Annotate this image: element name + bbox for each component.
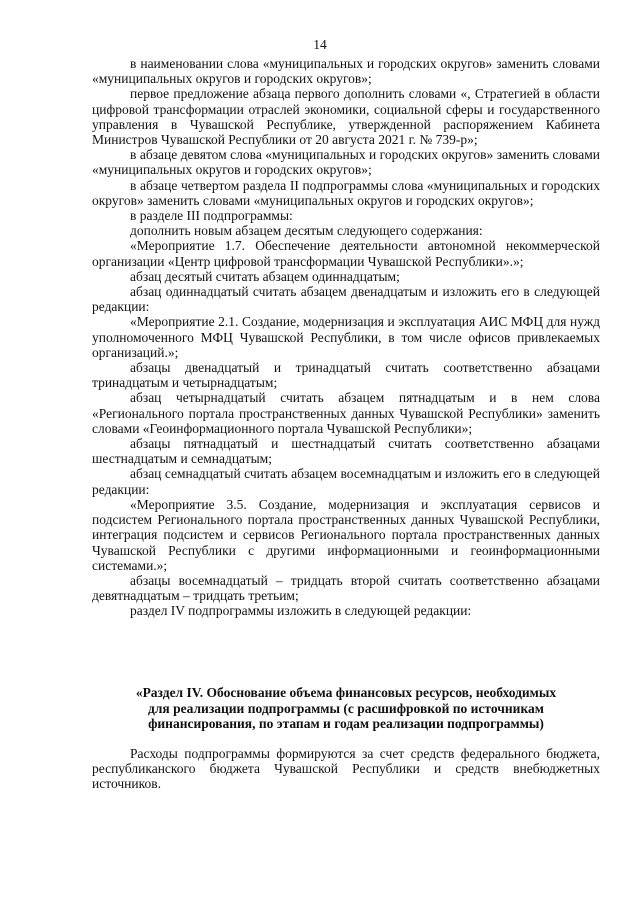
paragraph: абзацы двенадцатый и тринадцатый считать соответственно абзацами тринадцатым и четырнадцатым; <box>92 360 600 391</box>
paragraph: абзац семнадцатый считать абзацем восемнадцатым и изложить его в следующей редакции: <box>92 466 600 497</box>
section-heading <box>92 685 600 732</box>
paragraph: в абзаце четвертом раздела II подпрограммы слова «муниципальных и городских округов» заменить словами «муниципальных округов и городских округов»; <box>92 177 600 208</box>
heading-line: для реализации подпрограммы (с расшифровкой по источникам <box>148 700 544 716</box>
paragraph: «Мероприятие 1.7. Обеспечение деятельности автономной некоммерческой организации «Центр цифровой трансформации Чувашской Республики».»; <box>92 238 600 269</box>
paragraph: в абзаце девятом слова «муниципальных и городских округов» заменить словами «муниципальных округов и городских округов»; <box>92 147 600 178</box>
page-number: 14 <box>313 37 327 52</box>
paragraph: абзац одиннадцатый считать абзацем двенадцатым и изложить его в следующей редакции: <box>92 284 600 315</box>
paragraph: абзац четырнадцатый считать абзацем пятнадцатым и в нем слова «Регионального портала пространственных данных Чувашской Республики» заменить словами «Геоинформационного портала Чувашской Республики»; <box>92 390 600 436</box>
paragraph: абзацы пятнадцатый и шестнадцатый считать соответственно абзацами шестнадцатым и семнадцатым; <box>92 436 600 467</box>
closing-paragraph: Расходы подпрограммы формируются за счет средств федерального бюджета, республиканского бюджета Чувашской Республики и средств внебюджетных источников. <box>92 746 600 792</box>
heading-line: «Раздел IV. Обоснование объема финансовых ресурсов, необходимых <box>135 685 557 700</box>
paragraph: «Мероприятие 3.5. Создание, модернизация и эксплуатация сервисов и подсистем Регионального портала пространственных данных Чувашской Республики, интеграция подсистем и сервисов Регионального портала пространственных данных Чувашской Республики с другими информационными и геоинформационными системами.»; <box>92 496 600 573</box>
closing-section <box>92 746 600 792</box>
paragraph: первое предложение абзаца первого дополнить словами «, Стратегией в области цифровой трансформации отраслей экономики, социальной сферы и государственного управления в Чувашской Республике, утвержденной распоряжением Кабинета Министров Чувашской Республики от 20 августа 2021 г. № 739-р»; <box>92 86 600 148</box>
document-body <box>92 56 600 619</box>
paragraph: в разделе III подпрограммы: <box>130 208 293 224</box>
paragraph: дополнить новым абзацем десятым следующего содержания: <box>130 223 483 239</box>
paragraph: в наименовании слова «муниципальных и городских округов» заменить словами «муниципальных округов и городских округов»; <box>92 56 600 87</box>
paragraph: «Мероприятие 2.1. Создание, модернизация и эксплуатация АИС МФЦ для нужд уполномоченного МФЦ Чувашской Республики, в том числе офисов привлекаемых организаций.»; <box>92 314 600 360</box>
paragraph: раздел IV подпрограммы изложить в следующей редакции: <box>130 603 472 619</box>
paragraph: абзац десятый считать абзацем одиннадцатым; <box>130 268 400 284</box>
heading-line: финансирования, по этапам и годам реализации подпрограммы) <box>148 716 544 732</box>
paragraph: абзацы восемнадцатый – тридцать второй считать соответственно абзацами девятнадцатым – тридцать третьим; <box>92 572 600 604</box>
